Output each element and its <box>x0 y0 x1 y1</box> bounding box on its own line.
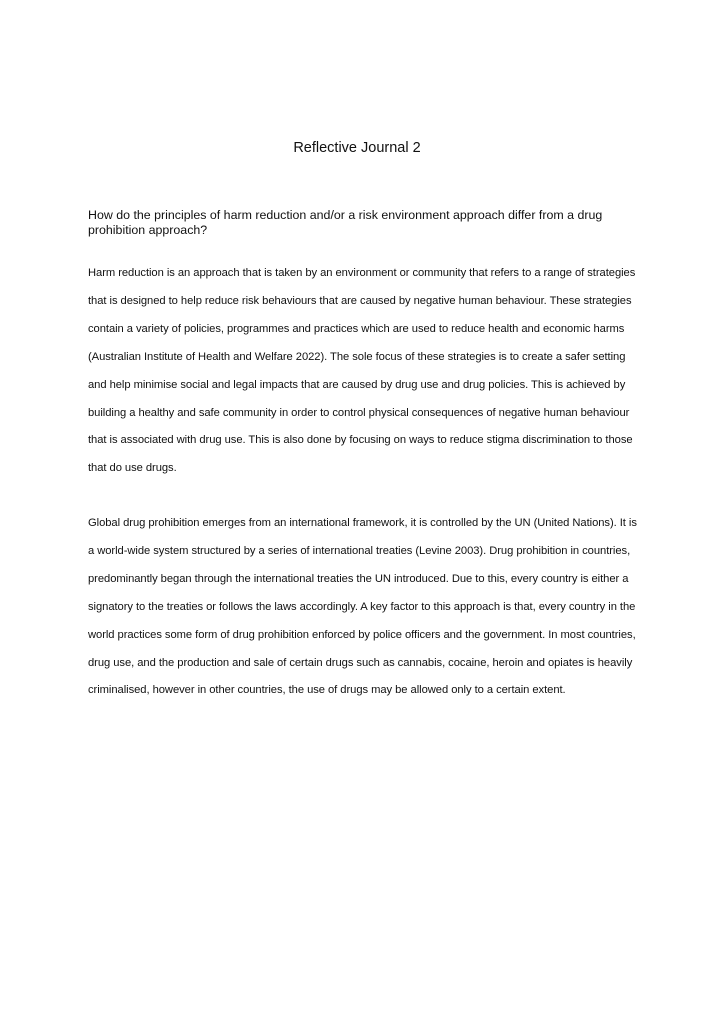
journal-question: How do the principles of harm reduction and/or a risk environment approach differ from a drug prohibition approach? <box>88 208 603 237</box>
body-paragraph-harm-reduction: Harm reduction is an approach that is taken by an environment or community that refers to a range of strategies that is designed to help reduce risk behaviours that are caused by negative human behaviour. These strategies contain a variety of policies, programmes and practices which are used to reduce health and economic harms (Australian Institute of Health and Welfare 2022). The sole focus of these strategies is to create a safer setting and help minimise social and legal impacts that are caused by drug use and drug policies. This is achieved by building a healthy and safe community in order to control physical consequences of negative human behaviour that is associated with drug use. This is also done by focusing on ways to reduce stigma discrimination to those that do use drugs. <box>88 267 636 475</box>
document-title: Reflective Journal 2 <box>293 140 421 156</box>
body-paragraph-drug-prohibition: Global drug prohibition emerges from an international framework, it is controlled by the UN (United Nations). It is a world-wide system structured by a series of international treaties (Levine 2003). Drug prohibition in countries, predominantly began through the international treaties the UN introduced. Due to this, every country is either a signatory to the treaties or follows the laws accordingly. A key factor to this approach is that, every country in the world practices some form of drug prohibition enforced by police officers and the government. In most countries, drug use, and the production and sale of certain drugs such as cannabis, cocaine, heroin and opiates is heavily criminalised, however in other countries, the use of drugs may be allowed only to a certain extent. <box>88 517 637 697</box>
